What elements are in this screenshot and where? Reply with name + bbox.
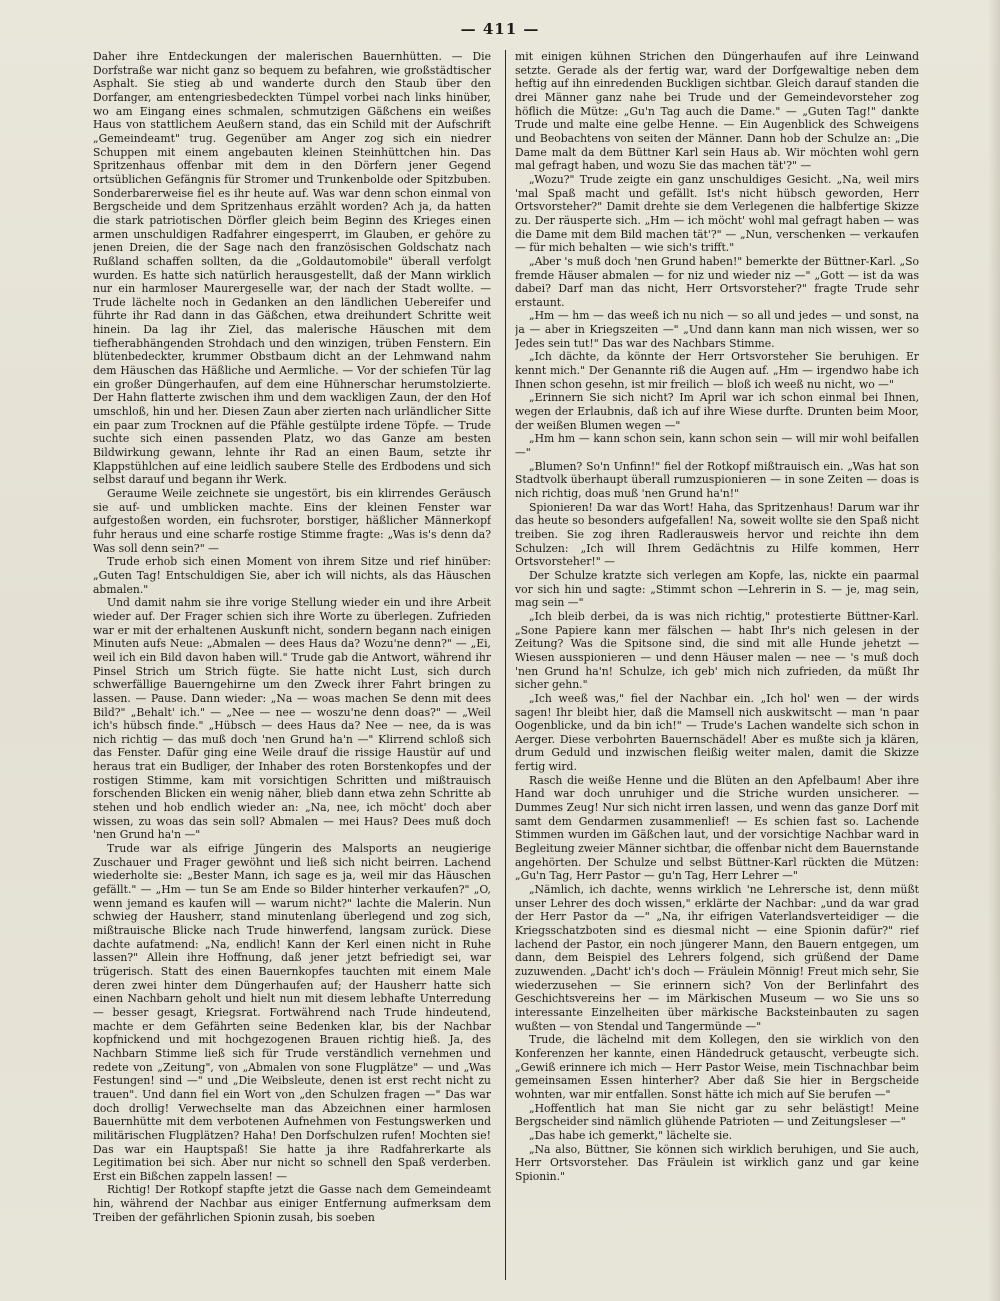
paragraph: Und damit nahm sie ihre vorige Stellung wieder ein und ihre Arbeit wieder auf. Der Frager schien sich ihre Worte zu überlegen. Zufrieden war er mit der erhaltenen Auskunft nicht, sondern begann nach einigen Minuten aufs Neue: „Abmalen — dees Haus da? Wozu'ne denn?" — „Ei, weil ich ein Bild davon haben will." Trude gab die Antwort, während ihr Pinsel Strich um Strich fügte. Sie hatte nicht Lust, sich durch schwerfällige Bauerngehirne um den Zweck ihrer Fahrt bringen zu lassen. — Pause. Dann wieder: „Na — woas machen Se denn mit dees Bild?" „Behalt' ich." — „Nee — nee — woszu'ne denn doas?" — „Weil ich's hübsch finde." „Hübsch — dees Haus da? Nee — nee, da is was nich richtig — das muß doch 'nen Grund ha'n —" Klirrend schloß sich das Fenster. Dafür ging eine Weile drauf die rissige Haustür auf und heraus trat ein Budliger, der Inhaber des roten Borstenkopfes und der rostigen Stimme, kam mit vorsichtigen Schritten und mißtrauisch forschenden Blicken ein wenig näher, blieb dann etwa zehn Schritte ab stehen und hob endlich wieder an: „Na, nee, ich möcht' doch aber wissen, zu woas das sein soll? Abmalen — mei Haus? Dees muß doch 'nen Grund ha'n —" xyxy=(93,596,491,842)
paragraph: „Hoffentlich hat man Sie nicht gar zu sehr belästigt! Meine Bergscheider sind nämlich glühende Patrioten — und Zeitungsleser —" xyxy=(515,1101,919,1129)
paragraph: Spionieren! Da war das Wort! Haha, das Spritzenhaus! Darum war ihr das heute so besonders aufgefallen! Na, soweit wollte sie den Spaß nicht treiben. Sie zog ihren Radlerausweis hervor und reichte ihn dem Schulzen: „Ich will Ihrem Gedächtnis zu Hilfe kommen, Herr Ortsvorsteher!" — xyxy=(515,500,919,569)
paragraph: mit einigen kühnen Strichen den Düngerhaufen auf ihre Leinwand setzte. Gerade als der fertig war, ward der Dorfgewaltige neben dem heftig auf ihn einredenden Buckligen sichtbar. Gleich darauf standen die drei Männer ganz nahe bei Trude und der Gemeindevorsteher zog höflich die Mütze: „Gu'n Tag auch die Dame." — „Guten Tag!" dankte Trude und malte eine gelbe Henne. — Ein Augenblick des Schweigens und Beobachtens von seiten der Männer. Dann hob der Schulze an: „Die Dame malt da dem Büttner Karl sein Haus ab. Wir möchten wohl gern mal gefragt haben, und wozu Sie das machen tät'?" — xyxy=(515,50,919,173)
paragraph: „Nämlich, ich dachte, wenns wirklich 'ne Lehrersche ist, denn müßt unser Lehrer des doch wissen," erklärte der Nachbar: „und da war grad der Herr Pastor da —" „Na, ihr eifrigen Vaterlandsverteidiger — die Kriegsschatzboten sind es diesmal nicht — eine Spionin dafür?" rief lachend der Pastor, ein noch jüngerer Mann, den Bauern entgegen, um dann, dem Beispiel des Lehrers folgend, sich grüßend der Dame zuzuwenden. „Dacht' ich's doch — Fräulein Mönnig! Freut mich sehr, Sie wiederzusehen — Sie erinnern sich? Von der Berlinfahrt des Geschichtsvereins her — im Märkischen Museum — wo Sie uns so interessante Einzelheiten über märkische Backsteinbauten zu sagen wußten — von Stendal und Tangermünde —" xyxy=(515,883,919,1033)
left-text-column xyxy=(93,50,491,1282)
paragraph: „Ich weeß was," fiel der Nachbar ein. „Ich hol' wen — der wirds sagen! Ihr bleibt hier, daß die Mamsell nich auskwitscht — man 'n paar Oogenblicke, und da bin ich!" — Trude's Lachen wandelte sich schon in Aerger. Diese verbohrten Bauernschädel! Aber es mußte sich ja klären, drum Geduld und inzwischen fleißig weiter malen, damit die Skizze fertig wird. xyxy=(515,691,919,774)
paragraph: „Na also, Büttner, Sie können sich wirklich beruhigen, und Sie auch, Herr Ortsvorsteher. Das Fräulein ist wirklich ganz und gar keine Spionin." xyxy=(515,1142,919,1183)
page-number-header: — 411 — xyxy=(460,20,540,38)
page-edge-shadow xyxy=(988,0,1000,1301)
paragraph: Trude, die lächelnd mit dem Kollegen, den sie wirklich von den Konferenzen her kannte, einen Händedruck getauscht, verbeugte sich. „Gewiß erinnere ich mich — Herr Pastor Weise, mein Tischnachbar beim gemeinsamen Essen hinterher? Aber daß Sie hier in Bergscheide wohnten, war mir entfallen. Sonst hätte ich mich auf Sie berufen —" xyxy=(515,1033,919,1101)
paragraph: Trude erhob sich einen Moment von ihrem Sitze und rief hinüber: „Guten Tag! Entschuldigen Sie, aber ich will nichts, als das Häuschen abmalen." xyxy=(93,555,491,596)
paragraph: Richtig! Der Rotkopf stapfte jetzt die Gasse nach dem Gemeindeamt hin, während der Nachbar aus einiger Entfernung aufmerksam dem Treiben der gefährlichen Spionin zusah, bis soeben xyxy=(93,1183,491,1224)
paragraph: „Ich bleib derbei, da is was nich richtig," protestierte Büttner-Karl. „Sone Papiere kann mer fälschen — habt Ihr's nich gelesen in der Zeitung? Was die Spitsone sind, die sind mit alle Hunde jehetzt — Wiesen ausspionieren — und denn Häuser malen — nee — 's muß doch 'nen Grund ha'n! Schulze, ich geb' mich nich zufrieden, da müßt Ihr sicher gehn." xyxy=(515,609,919,692)
paragraph: Trude war als eifrige Jüngerin des Malsports an neugierige Zuschauer und Frager gewöhnt und ließ sich nicht beirren. Lachend wiederholte sie: „Bester Mann, ich sage es ja, weil mir das Häuschen gefällt." — „Hm — tun Se am Ende so Bilder hinterher verkaufen?" „O, wenn jemand es kaufen will — warum nicht?" lachte die Malerin. Nun schwieg der Hausherr, stand minutenlang überlegend und zog sich, mißtrauische Blicke nach Trude hinwerfend, langsam zurück. Diese dachte aufatmend: „Na, endlich! Kann der Kerl einen nicht in Ruhe lassen?" Allein ihre Hoffnung, daß jener jetzt befriedigt sei, war trügerisch. Statt des einen Bauernkopfes tauchten mit einem Male deren zwei hinter dem Düngerhaufen auf; der Hausherr hatte sich einen Nachbarn geholt und hielt nun mit diesem lebhafte Unterredung — besser gesagt, Kriegsrat. Fortwährend nach Trude hindeutend, machte er dem Gefährten seine Bedenken klar, bis der Nachbar kopfnickend und mit hochgezogenen Brauen richtig hieß. Ja, des Nachbarn Stimme ließ sich für Trude verständlich vernehmen und redete von „Zeitung", von „Abmalen von sone Flugplätze" — und „Was Festungen! sind —" und „Die Weibsleute, denen ist erst recht nicht zu trauen". Und dann fiel ein Wort von „den Schulzen fragen —" Das war doch drollig! Verwechselte man das Abzeichnen einer harmlosen Bauernhütte mit dem verbotenen Aufnehmen von Festungswerken und militärischen Flugplätzen? Haha! Den Dorfschulzen rufen! Mochten sie! Das war ein Hauptspaß! Sie hatte ja ihre Radfahrerkarte als Legitimation bei sich. Aber nur nicht so schnell den Spaß verderben. Erst ein Bißchen zappeln lassen! — xyxy=(93,842,491,1183)
paragraph: „Ich dächte, da könnte der Herr Ortsvorsteher Sie beruhigen. Er kennt mich." Der Genannte riß die Augen auf. „Hm — irgendwo habe ich Ihnen schon gesehn, ist mir freilich — bloß ich weeß nu nicht, wo —" xyxy=(515,350,919,391)
paragraph: Der Schulze kratzte sich verlegen am Kopfe, las, nickte ein paarmal vor sich hin und sagte: „Stimmt schon —Lehrerin in S. — je, mag sein, mag sein —" xyxy=(515,568,919,610)
paragraph: „Blumen? So'n Unfinn!" fiel der Rotkopf mißtrauisch ein. „Was hat son Stadtvolk überhaupt überall rumzuspionieren — in sone Zeiten — doas is nich richtig, doas muß 'nen Grund ha'n!" xyxy=(515,459,919,500)
paragraph: „Wozu?" Trude zeigte ein ganz unschuldiges Gesicht. „Na, weil mirs 'mal Spaß macht und gefällt. Ist's nicht hübsch geworden, Herr Ortsvorsteher?" Damit drehte sie dem Verlegenen die halbfertige Skizze zu. Der räusperte sich. „Hm — ich möcht' wohl mal gefragt haben — was die Dame mit dem Bild machen tät'?" — „Nun, verschenken — verkaufen — für mich behalten — wie sich's trifft." xyxy=(515,172,919,255)
right-text-column xyxy=(515,50,919,1282)
paragraph: „Erinnern Sie sich nicht? Im April war ich schon einmal bei Ihnen, wegen der Erlaubnis, daß ich auf ihre Wiese durfte. Drunten beim Moor, der weißen Blumen wegen —" xyxy=(515,391,919,432)
paragraph: „Aber 's muß doch 'nen Grund haben!" bemerkte der Büttner-Karl. „So fremde Häuser abmalen — for niz und wieder niz —" „Gott — ist da was dabei? Darf man das nicht, Herr Ortsvorsteher?" fragte Trude sehr erstaunt. xyxy=(515,254,919,309)
paragraph: „Hm — hm — das weeß ich nu nich — so all und jedes — und sonst, na ja — aber in Kriegszeiten —" „Und dann kann man nich wissen, wer so Jedes sein tut!" Das war des Nachbars Stimme. xyxy=(515,309,919,350)
paragraph: „Das habe ich gemerkt," lächelte sie. xyxy=(529,1128,733,1142)
paragraph: „Hm hm — kann schon sein, kann schon sein — will mir wohl beifallen —" xyxy=(515,432,919,460)
column-divider xyxy=(505,50,506,1280)
paragraph: Rasch die weiße Henne und die Blüten an den Apfelbaum! Aber ihre Hand war doch unruhiger und die Striche wurden unsicherer. — Dummes Zeug! Nur sich nicht irren lassen, und wenn das ganze Dorf mit samt dem Gendarmen zusammenlief! — Es schien fast so. Lachende Stimmen wurden im Gäßchen laut, und der vorsichtige Nachbar ward in Begleitung zweier Männer sichtbar, die offenbar nicht dem Bauernstande angehörten. Der Schulze und selbst Büttner-Karl rückten die Mützen: „Gu'n Tag, Herr Pastor — gu'n Tag, Herr Lehrer —" xyxy=(515,773,919,883)
paragraph: Geraume Weile zeichnete sie ungestört, bis ein klirrendes Geräusch sie auf- und umblicken machte. Eins der kleinen Fenster war aufgestoßen worden, ein fuchsroter, borstiger, häßlicher Männerkopf fuhr heraus und eine scharfe rostige Stimme fragte: „Was is's denn da? Was soll denn sein?" — xyxy=(93,487,491,555)
paragraph: Daher ihre Entdeckungen der malerischen Bauernhütten. — Die Dorfstraße war nicht ganz so bequem zu befahren, wie großstädtischer Asphalt. Sie stieg ab und wanderte durch den Staub über den Dorfanger, am entengriesbedeckten Tümpel vorbei nach links hinüber, wo am Eingang eines schmalen, schmutzigen Gäßchens ein weißes Haus von stattlichem Aeußern stand, das ein Schild mit der Aufschrift „Gemeindeamt" trug. Gegenüber am Anger zog sich ein niedrer Schuppen mit einem angebauten kleinen Steinhüttchen hin. Das Spritzenhaus offenbar mit dem in den Dörfern jener Gegend ortsüblichen Gefängnis für Stromer und Trunkenbolde oder Spitzbuben. Sonderbarerweise fiel es ihr heute auf. Was war denn schon einmal von Bergscheide und dem Spritzenhaus erzählt worden? Ach ja, da hatten die stark patriotischen Dörfler gleich beim Beginn des Krieges einen armen unschuldigen Radfahrer eingesperrt, im Glauben, er gehöre zu jenen Dreien, die der Sage nach den französischen Goldschatz nach Rußland schaffen sollten, da die „Goldautomobile" überall verfolgt wurden. Es hatte sich natürlich herausgestellt, daß der Mann wirklich nur ein harmloser Maurergeselle war, der nach der Stadt wollte. — Trude lächelte noch in Gedanken an den ländlichen Uebereifer und führte ihr Rad dann in das Gäßchen, etwa dreihundert Schritte weit hinein. Da lag ihr Ziel, das malerische Häuschen mit dem tiefherabhängenden Strohdach und den winzigen, trüben Fenstern. Ein blütenbedeckter, krummer Obstbaum dicht an der Lehmwand nahm dem Häuschen das Häßliche und Aermliche. — Vor der schiefen Tür lag ein großer Düngerhaufen, auf dem eine Hühnerschar herumstolzierte. Der Hahn flatterte zwischen ihm und dem wackligen Zaun, der den Hof umschloß, hin und her. Diesen Zaun aber zierten nach urländlicher Sitte ein paar zum Trocknen auf die Pfähle gestülpte irdene Töpfe. — Trude suchte sich einen passenden Platz, wo das Ganze am besten Bildwirkung gewann, lehnte ihr Rad an einen Baum, setzte ihr Klappstühlchen auf eine leidlich saubere Stelle des Erdbodens und sich selbst darauf und begann ihr Werk. xyxy=(93,50,491,487)
